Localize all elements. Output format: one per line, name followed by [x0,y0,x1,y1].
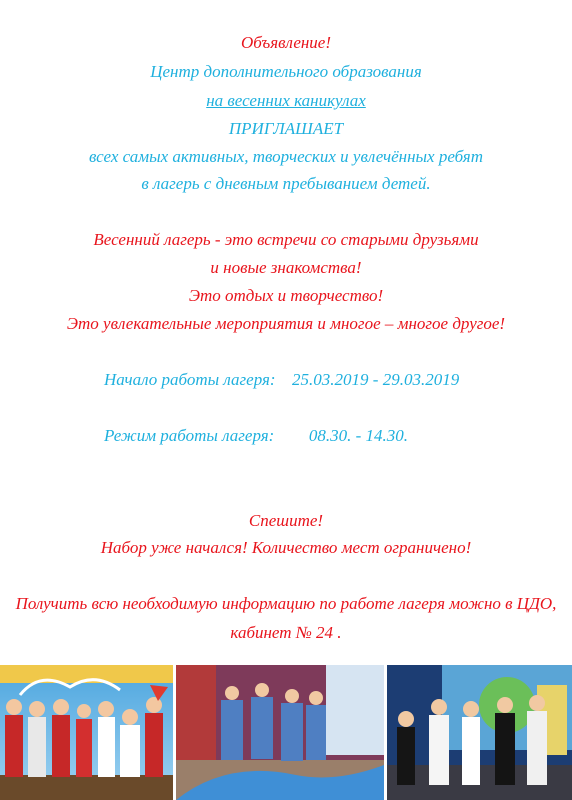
photo-icon [0,665,173,800]
announcement-title: Объявление! [240,33,332,52]
photo-strip [0,665,572,800]
hurry-line-2: Набор уже начался! Количество мест ограничено! [100,538,472,557]
start-dates-row [104,369,544,391]
start-value: 25.03.2019 - 29.03.2019 [292,370,460,389]
camp-type-text: в лагерь с дневным пребыванием детей. [141,174,431,193]
photo-icon [387,665,572,800]
hours-label: Режим работы лагеря: [104,426,275,445]
start-label: Начало работы лагеря: [104,370,276,389]
period-underlined: на весенних каникулах [206,91,366,110]
about-line-2: и новые знакомства! [210,258,362,277]
about-line-1: Весенний лагерь - это встречи со старыми друзьями [93,230,479,249]
hurry-line-1: Спешите! [248,511,324,530]
photo-dancers-blue [176,665,384,800]
about-line-4: Это увлекательные мероприятия и многое – многое другое! [66,314,506,333]
photo-icon [176,665,384,800]
audience-text: всех самых активных, творческих и увлечённых ребят [89,147,483,166]
hours-row [104,425,544,447]
about-line-3: Это отдых и творчество! [188,286,384,305]
photo-young-performers [387,665,572,800]
period-text [0,90,572,112]
hours-value: 08.30. - 14.30. [308,426,408,445]
invites-text: ПРИГЛАШАЕТ [228,119,344,138]
photo-stage-performers [0,665,173,800]
contact-line-2: кабинет № 24 . [230,623,342,642]
contact-line-1: Получить всю необходимую информацию по работе лагеря можно в ЦДО, [15,594,557,613]
organization-name: Центр дополнительного образования [150,62,422,81]
